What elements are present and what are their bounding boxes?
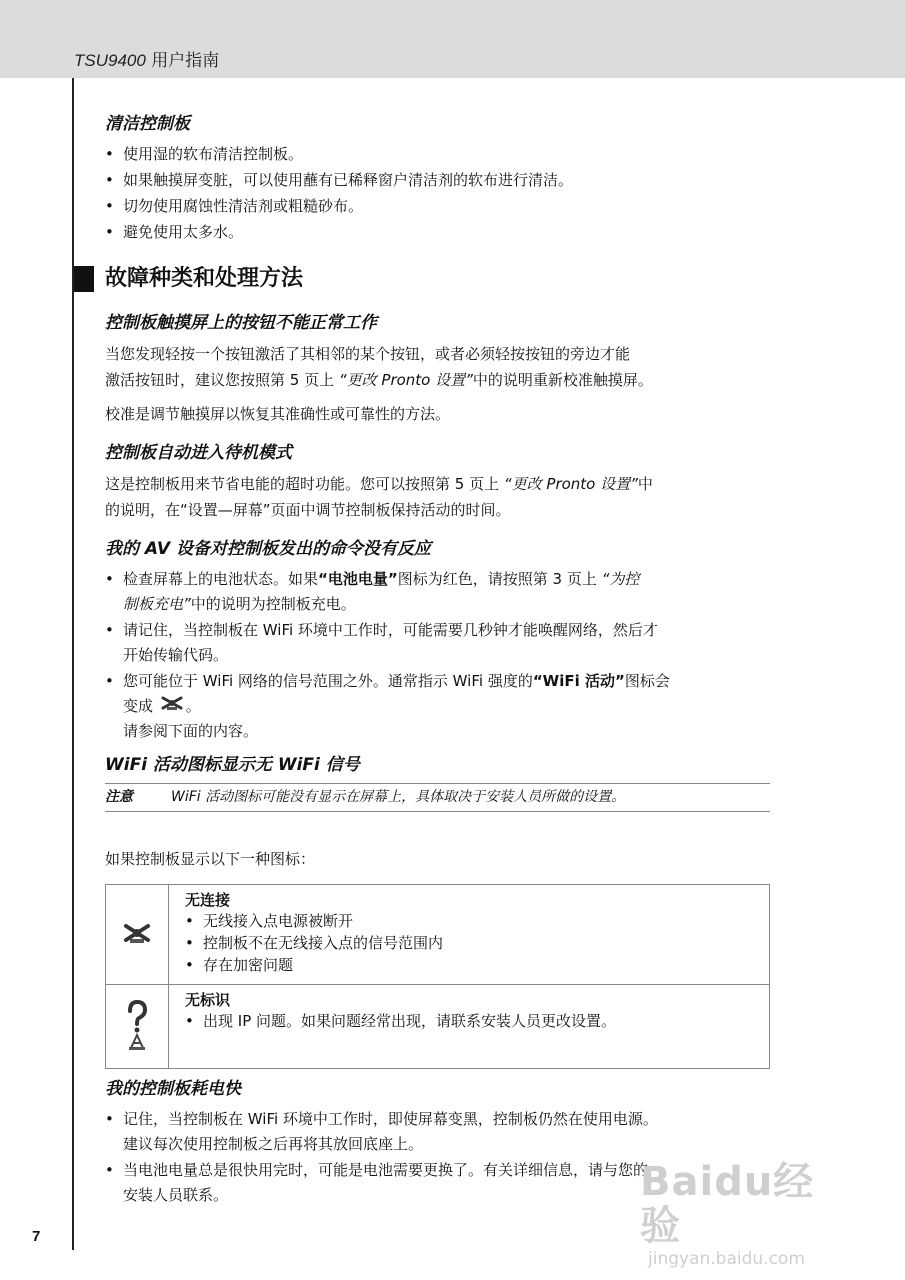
- cross-reference: “更改 Pronto 设置”: [338, 371, 473, 389]
- text-line: 检查屏幕上的电池状态。如果: [123, 570, 319, 588]
- header-title: [74, 46, 219, 71]
- list-item: • 使用湿的软布清洁控制板。: [105, 142, 775, 167]
- text-line: 当您发现轻按一个按钮激活了其相邻的某个按钮，或者必须轻按按钮的旁边才能: [105, 345, 631, 363]
- av-heading: 我的 AV 设备对控制板发出的命令没有反应: [105, 539, 431, 559]
- list-item: [105, 1107, 775, 1157]
- text-line: 中的说明为控制板充电。: [190, 595, 356, 613]
- watermark: [640, 1159, 850, 1269]
- text-line: 。: [185, 697, 201, 715]
- list-item: [105, 567, 775, 617]
- row-list: [185, 910, 759, 976]
- cross-reference: “更改 Pronto 设置”: [503, 475, 638, 493]
- table-cell: [169, 985, 770, 1069]
- table-cell: [106, 885, 169, 985]
- row-title: 无标识: [185, 991, 231, 1009]
- table-row: [106, 885, 770, 985]
- text-line: 中的说明重新校准触摸屏。: [472, 371, 653, 389]
- list-item: • 控制板不在无线接入点的信号范围内: [185, 932, 759, 954]
- note-label: 注意: [105, 789, 133, 805]
- battery-heading: 我的控制板耗电快: [105, 1079, 241, 1099]
- wifi-heading: WiFi 活动图标显示无 WiFi 信号: [105, 755, 360, 775]
- header-guide-label: 用户指南: [151, 51, 220, 71]
- table-row: [106, 985, 770, 1069]
- text-line: 当电池电量总是很快用完时，可能是电池需要更换了。有关详细信息，请与您的: [123, 1161, 649, 1179]
- section-title: 故障种类和处理方法: [105, 266, 304, 291]
- list-item: [105, 618, 775, 668]
- list-item: • 避免使用太多水。: [105, 220, 775, 245]
- text-line: 请参阅下面的内容。: [123, 722, 259, 740]
- cleaning-list: [105, 142, 775, 245]
- text-line: 图标为红色，请按照第 3 页上: [397, 570, 602, 588]
- calibration-note: 校准是调节触摸屏以恢复其准确性或可靠性的方法。: [105, 405, 451, 423]
- text-line: 的说明，在“设置—屏幕”页面中调节控制板保持活动的时间。: [105, 501, 511, 519]
- note-box: [105, 783, 770, 812]
- table-cell: [106, 985, 169, 1069]
- no-connection-icon: [160, 694, 184, 719]
- note-text: WiFi 活动图标可能没有显示在屏幕上，具体取决于安装人员所做的设置。: [171, 789, 626, 805]
- list-item: • 无线接入点电源被断开: [185, 910, 759, 932]
- watermark-logo: Baidu经验: [640, 1159, 815, 1249]
- list-item: • 出现 IP 问题。如果问题经常出现，请联系安装人员更改设置。: [185, 1010, 759, 1032]
- row-list: [185, 1010, 759, 1032]
- cross-reference: “为控: [601, 570, 640, 588]
- text-line: 记住，当控制板在 WiFi 环境中工作时，即使屏幕变黑，控制板仍然在使用电源。: [123, 1110, 658, 1128]
- text-line: 您可能位于 WiFi 网络的信号范围之外。通常指示 WiFi 强度的: [123, 672, 533, 690]
- wifi-icon-table: [105, 884, 770, 1069]
- row-title: 无连接: [185, 891, 231, 909]
- wifi-activity-label: “WiFi 活动”: [532, 672, 625, 690]
- wifi-intro: 如果控制板显示以下一种图标：: [105, 850, 316, 868]
- standby-heading: 控制板自动进入待机模式: [105, 443, 292, 463]
- no-connection-icon: [122, 929, 152, 948]
- text-line: 安装人员联系。: [123, 1186, 229, 1204]
- section-marker: [74, 266, 94, 292]
- text-line: 请记住，当控制板在 WiFi 环境中工作时，可能需要几秒钟才能唤醒网络，然后才: [123, 621, 658, 639]
- text-line: 建议每次使用控制板之后再将其放回底座上。: [123, 1135, 424, 1153]
- buttons-paragraph: [105, 341, 775, 393]
- page-number: 7: [32, 1228, 41, 1245]
- list-item: [105, 669, 775, 744]
- text-line: 开始传输代码。: [123, 646, 229, 664]
- battery-level-label: “电池电量”: [318, 570, 398, 588]
- text-line: 图标会: [624, 672, 670, 690]
- list-item: • 存在加密问题: [185, 954, 759, 976]
- header-model: TSU9400: [74, 51, 146, 70]
- av-list: [105, 567, 775, 744]
- cross-reference: 制板充电”: [123, 595, 191, 613]
- page-content: [105, 112, 775, 1209]
- unknown-question-icon: [124, 1036, 150, 1055]
- text-line: 变成: [123, 697, 154, 715]
- buttons-heading: 控制板触摸屏上的按钮不能正常工作: [105, 313, 377, 333]
- table-cell: [169, 885, 770, 985]
- list-item: • 切勿使用腐蚀性清洁剂或粗糙砂布。: [105, 194, 775, 219]
- standby-paragraph: [105, 471, 775, 523]
- left-margin-rule: [72, 78, 74, 1250]
- text-line: 激活按钮时，建议您按照第 5 页上: [105, 371, 339, 389]
- list-item: • 如果触摸屏变脏，可以使用蘸有已稀释窗户清洁剂的软布进行清洁。: [105, 168, 775, 193]
- text-line: 这是控制板用来节省电能的超时功能。您可以按照第 5 页上: [105, 475, 504, 493]
- text-line: 中: [637, 475, 653, 493]
- watermark-url: jingyan.baidu.com: [648, 1249, 805, 1269]
- cleaning-heading: 清洁控制板: [105, 114, 190, 134]
- section-heading: [74, 263, 775, 295]
